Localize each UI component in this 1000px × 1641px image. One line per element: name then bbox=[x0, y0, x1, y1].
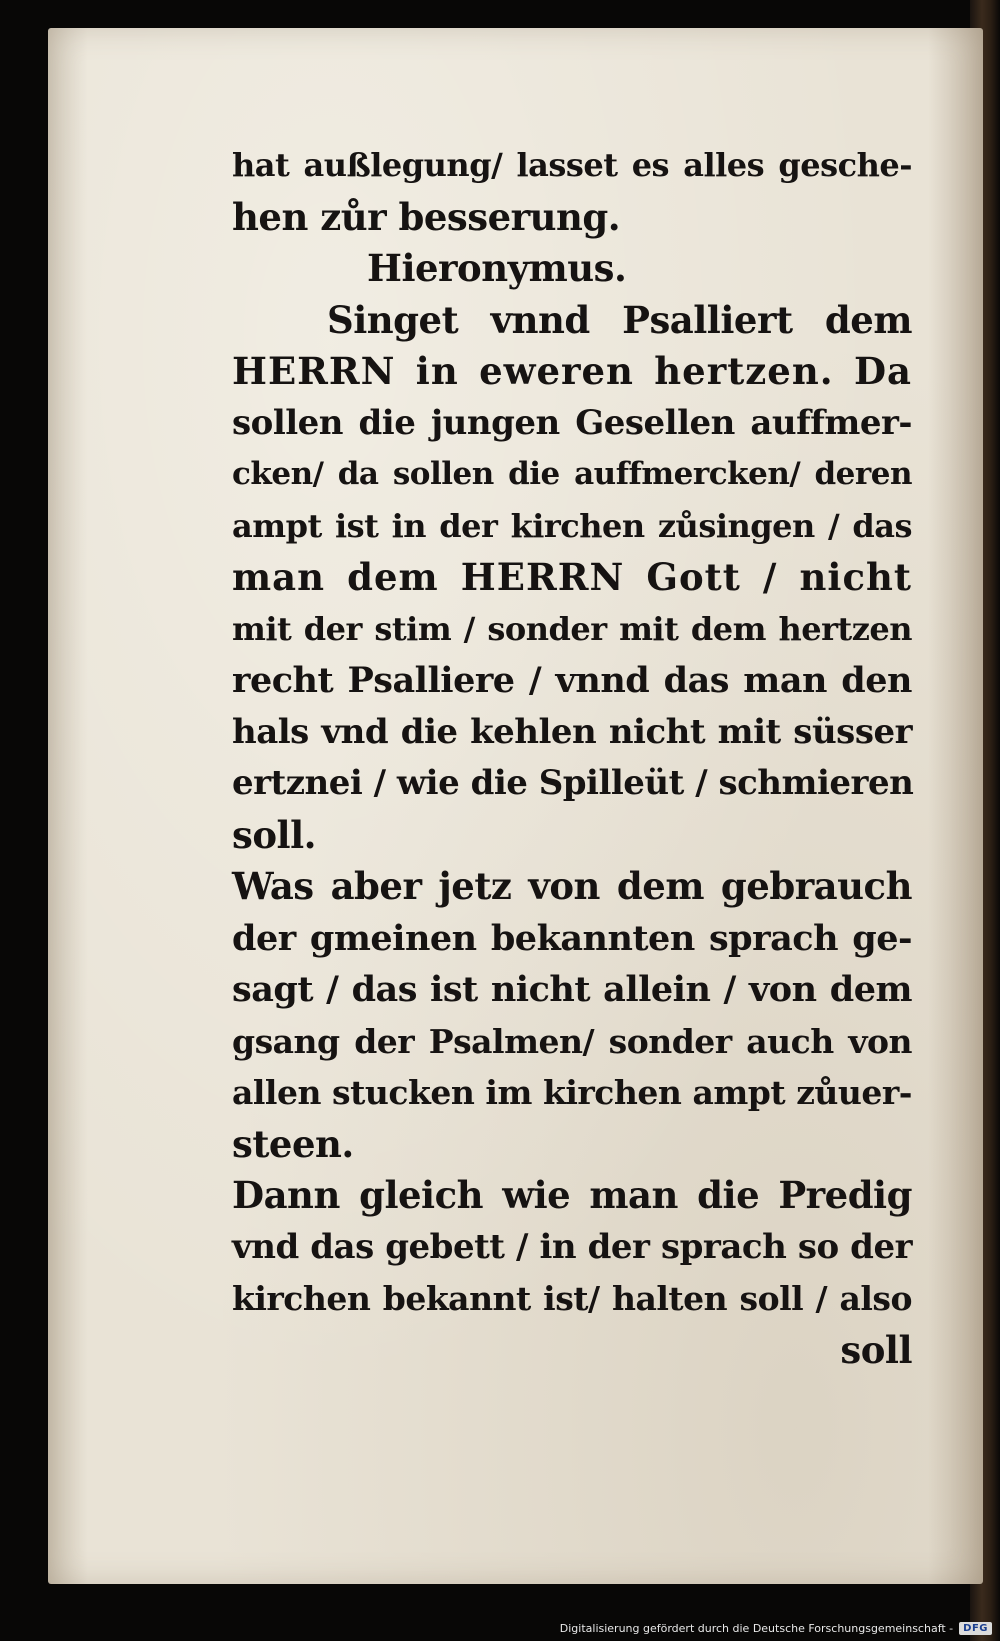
paragraph-start: Dann gleich wie man die Predig bbox=[232, 1173, 912, 1217]
page-text bbox=[232, 140, 912, 1376]
text-line: ampt ist in der kirchen zůsingen / das bbox=[232, 506, 912, 545]
text-line: ertznei / wie die Spilleüt / schmieren bbox=[232, 763, 914, 803]
text-line: hen zůr besserung. bbox=[232, 194, 621, 239]
text-line: recht Psalliere / vnnd das man den bbox=[232, 660, 912, 701]
section-heading: Hieronymus. bbox=[367, 246, 627, 290]
text-line: vnd das gebett / in der sprach so der bbox=[232, 1226, 912, 1267]
dfg-logo: DFG bbox=[959, 1622, 992, 1635]
text-line: mit der stim / sonder mit dem hertzen bbox=[232, 609, 912, 648]
text-line: cken/ da sollen die auffmercken/ deren bbox=[232, 456, 912, 492]
text-line: sollen die jungen Gesellen auffmer- bbox=[232, 402, 912, 443]
text-line: sagt / das ist nicht allein / von dem bbox=[232, 969, 912, 1010]
text-line: der gmeinen bekannten sprach ge- bbox=[232, 917, 912, 959]
text-line: Singet vnnd Psalliert dem bbox=[327, 297, 912, 342]
text-line: allen stucken im kirchen ampt zůuer- bbox=[232, 1073, 912, 1112]
text-line: gsang der Psalmen/ sonder auch von bbox=[232, 1021, 912, 1061]
text-line: soll. bbox=[232, 812, 317, 857]
text-line: steen. bbox=[232, 1121, 354, 1166]
text-line: hals vnd die kehlen nicht mit süsser bbox=[232, 711, 912, 752]
text-line: hat außlegung/ lasset es alles gesche- bbox=[232, 146, 912, 184]
paragraph-start: Was aber jetz von dem gebrauch bbox=[232, 864, 912, 908]
credit-text: Digitalisierung gefördert durch die Deutsche Forschungsgemeinschaft - bbox=[559, 1622, 954, 1635]
digitization-credit bbox=[560, 1622, 992, 1635]
text-line: kirchen bekannt ist/ halten soll / also bbox=[232, 1279, 912, 1318]
text-line: man dem HERRN Gott / nicht bbox=[232, 555, 912, 599]
text-line: HERRN in eweren hertzen. Da bbox=[232, 349, 912, 393]
catchword: soll bbox=[840, 1327, 912, 1372]
